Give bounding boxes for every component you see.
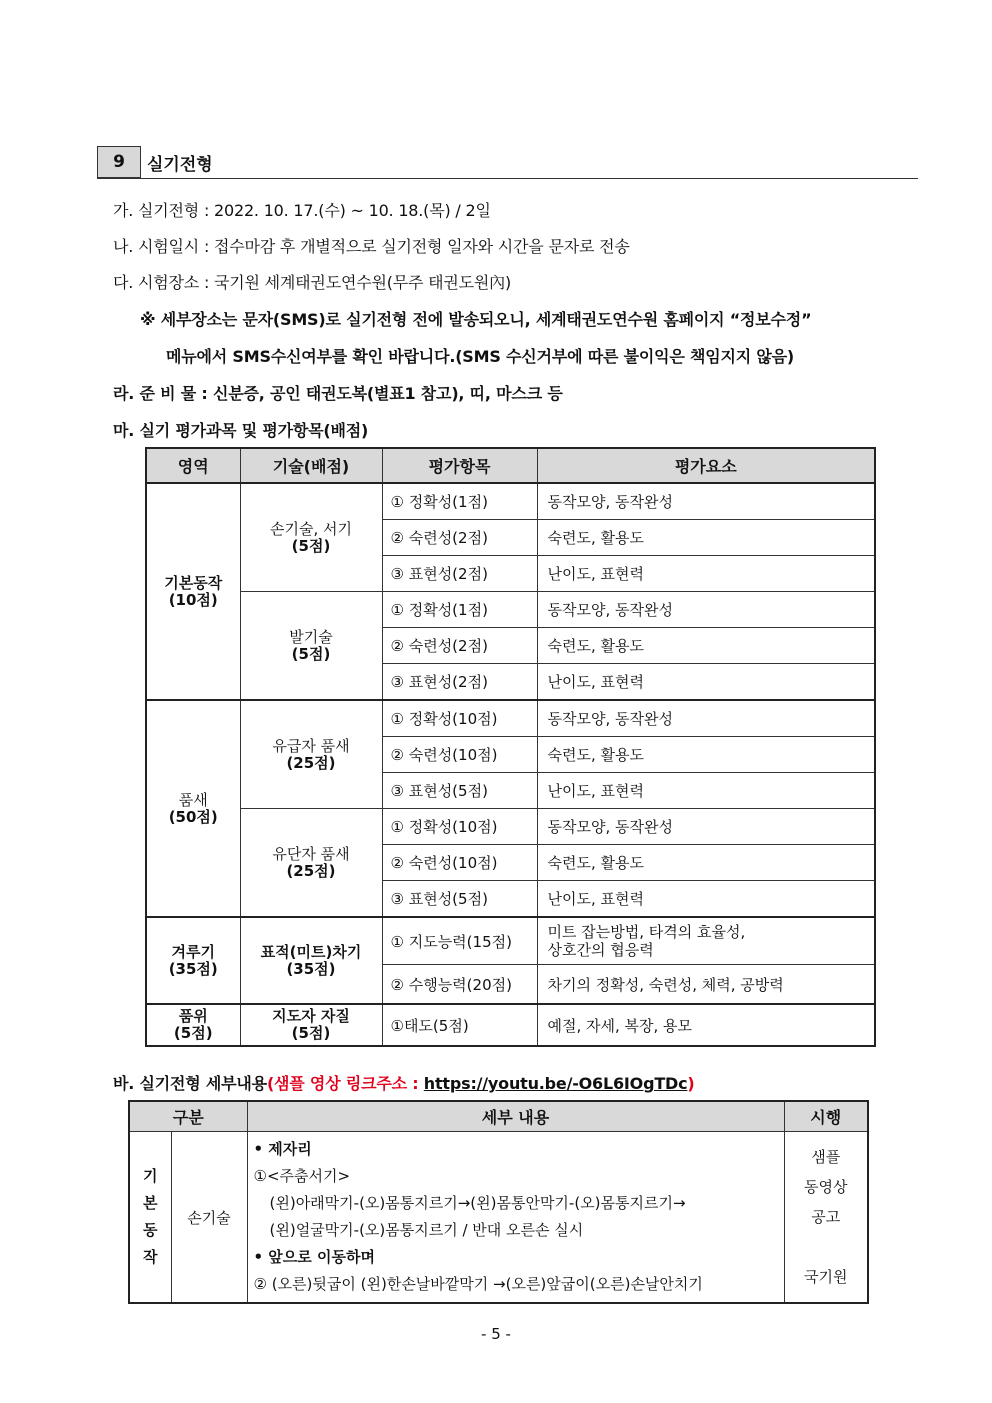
item-cell: ② 숙련성(10점) [382,845,537,881]
item-cell: ② 숙련성(2점) [382,520,537,556]
sample-video-link[interactable]: https://youtu.be/-O6L6IOgTDc [423,1074,688,1093]
element-cell: 동작모양, 동작완성 [537,809,875,845]
element-cell: 난이도, 표현력 [537,773,875,809]
area-cell: 기본동작 (10점) [146,483,240,700]
table-row [146,809,875,845]
item-cell: ② 숙련성(10점) [382,737,537,773]
header-element: 평가요소 [537,448,875,483]
category-cell: 기 본 동 작 [129,1132,171,1304]
line-da: 다. 시험장소 : 국기원 세계태권도연수원(무주 태권도원內) [113,273,512,292]
section-header [97,146,918,179]
element-cell: 숙련도, 활용도 [537,628,875,664]
line-na: 나. 시험일시 : 접수마감 후 개별적으로 실기전형 일자와 시간을 문자로 전송 [113,237,630,256]
element-cell: 숙련도, 활용도 [537,737,875,773]
item-cell: ③ 표현성(5점) [382,773,537,809]
header-area: 영역 [146,448,240,483]
skill-cell: 발기술 (5점) [240,592,382,701]
element-cell: 동작모양, 동작완성 [537,700,875,737]
page-number: - 5 - [481,1325,511,1343]
header-detail: 세부 내용 [247,1101,784,1132]
table-row [146,700,875,737]
skill-cell: 지도자 자질 (5점) [240,1004,382,1046]
element-cell: 숙련도, 활용도 [537,845,875,881]
skill-cell: 표적(미트)차기 (35점) [240,917,382,1004]
area-cell: 품위 (5점) [146,1004,240,1046]
element-cell: 난이도, 표현력 [537,664,875,701]
evaluation-table [145,447,876,1047]
element-cell: 동작모양, 동작완성 [537,483,875,520]
header-category: 구분 [129,1101,247,1132]
note-line-2: 메뉴에서 SMS수신여부를 확인 바랍니다.(SMS 수신거부에 따른 불이익은 책임지지 않음) [166,347,794,366]
item-cell: ① 정확성(1점) [382,483,537,520]
detail-table [128,1100,869,1304]
line-ma: 마. 실기 평가과목 및 평가항목(배점) [113,421,369,440]
item-cell: ② 수행능력(20점) [382,965,537,1005]
note-line-1: ※ 세부장소는 문자(SMS)로 실기전형 전에 발송되오니, 세계태권도연수원 홈페이지 “정보수정” [140,310,812,329]
element-cell: 숙련도, 활용도 [537,520,875,556]
item-cell: ① 정확성(10점) [382,809,537,845]
table-header-row [146,448,875,483]
item-cell: ① 정확성(1점) [382,592,537,628]
element-cell: 차기의 정확성, 숙련성, 체력, 공방력 [537,965,875,1005]
item-cell: ① 정확성(10점) [382,700,537,737]
skill-cell: 유급자 품새 (25점) [240,700,382,809]
line-ga: 가. 실기전형 : 2022. 10. 17.(수) ~ 10. 18.(목) / 2일 [113,201,491,220]
conduct-cell: 샘플 동영상 공고 국기원 [784,1132,868,1304]
element-cell: 난이도, 표현력 [537,556,875,592]
element-cell: 미트 잡는방법, 타격의 효율성, 상호간의 협응력 [537,917,875,965]
area-cell: 겨루기 (35점) [146,917,240,1004]
detail-cell: • 제자리 ①<주춤서기> (왼)아래막기-(오)몸통지르기→(왼)몸통안막기-(오)몸통지르기→ (왼)얼굴막기-(오)몸통지르기 / 반대 오른손 실시 • 앞으로 이동하며 ② (오른)뒷굽이 (왼)한손날바깥막기 →(오른)앞굽이(오른)손날안치기 [247,1132,784,1304]
table-row [146,917,875,965]
line-ra: 라. 준 비 물 : 신분증, 공인 태권도복(별표1 참고), 띠, 마스크 등 [113,384,563,403]
item-cell: ①태도(5점) [382,1004,537,1046]
skill-cell: 유단자 품새 (25점) [240,809,382,918]
item-cell: ③ 표현성(2점) [382,664,537,701]
table-row [146,1004,875,1046]
area-cell: 품새 (50점) [146,700,240,917]
item-cell: ③ 표현성(2점) [382,556,537,592]
item-cell: ① 지도능력(15점) [382,917,537,965]
table-header-row [129,1101,868,1132]
section-number: 9 [97,146,141,178]
element-cell: 난이도, 표현력 [537,881,875,918]
skill-cell: 손기술, 서기 (5점) [240,483,382,592]
subcategory-cell: 손기술 [171,1132,247,1304]
header-skill: 기술(배점) [240,448,382,483]
section-title: 실기전형 [147,155,213,175]
item-cell: ③ 표현성(5점) [382,881,537,918]
line-ba: 바. 실기전형 세부내용(샘플 영상 링크주소 : https://youtu.be/-O6L6IOgTDc) [113,1074,695,1093]
header-conduct: 시행 [784,1101,868,1132]
table-row [129,1132,868,1304]
element-cell: 예절, 자세, 복장, 용모 [537,1004,875,1046]
item-cell: ② 숙련성(2점) [382,628,537,664]
header-item: 평가항목 [382,448,537,483]
table-row [146,592,875,628]
table-row [146,483,875,520]
element-cell: 동작모양, 동작완성 [537,592,875,628]
